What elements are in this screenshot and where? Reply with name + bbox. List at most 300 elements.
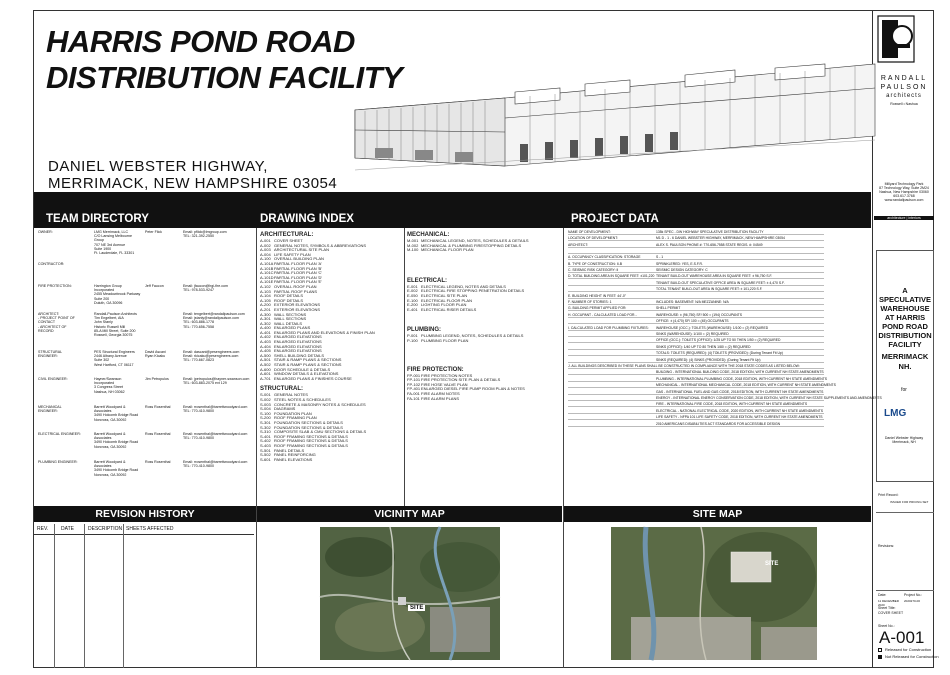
not-released-checkbox[interactable] — [878, 655, 882, 659]
project-data-value: 2010 AMERICANS DISABILITIES ACT STANDARDS FOR ACCESSIBLE DESIGN — [656, 421, 781, 426]
project-data-row — [568, 262, 824, 267]
title-block-project-line: POND ROAD — [882, 322, 928, 331]
project-data-value: S - 1 — [656, 255, 664, 260]
project-data-value: INCLUDES: BASEMENT: N/A MEZZANINE: N/A — [656, 300, 729, 304]
sheet-description-cell: FIRE PROTECTION SITE PLAN & DETAILS — [421, 377, 501, 383]
project-data-value: FIRE - INTERNATIONAL FIRE CODE, 2018 EDITION, WITH CURRENT NH STATE AMENDMENTS — [656, 402, 808, 407]
sheet-number: A-001 — [879, 628, 925, 647]
sheet-number-cell: S-004 — [260, 406, 271, 412]
sheet-number-cell: E-002 — [407, 288, 418, 294]
project-data-row — [568, 319, 824, 324]
title-block-project-name — [876, 286, 934, 349]
team-company: Barrett Woodyard & Associates 3490 Holcomb Bridge Road Norcross, GA 30092 — [94, 432, 139, 449]
drawing-index-item — [407, 248, 561, 253]
project-data-row — [568, 236, 824, 241]
sheet-no-label: Sheet No.: — [878, 624, 895, 628]
sheet-description-cell: ENLARGED PLANS — [274, 325, 311, 331]
column-divider — [256, 228, 257, 668]
structural-list — [260, 393, 400, 462]
date-value: 11 DECEMBER 2020 — [878, 599, 899, 607]
sheet-description-cell: PARTIAL FLOOR PLAN 'D' — [274, 274, 323, 280]
fire-protection-heading: FIRE PROTECTION: — [407, 366, 464, 373]
team-company: Hayner/Swanson Incorporated 3 Congress Street Nashua, NH 03062 — [94, 377, 125, 394]
project-data-label: I. CALCULATED LOAD FOR PLUMBING FIXTURES: — [568, 325, 649, 330]
sheet-number-cell: S-301 — [260, 419, 271, 425]
print-record-label: Print Record: — [878, 493, 899, 497]
vicinity-site-label: SITE — [410, 605, 424, 611]
sheet-number-cell: A-600 — [260, 366, 271, 372]
site-map-heading: SITE MAP — [564, 506, 871, 522]
drawing-index-heading: DRAWING INDEX — [260, 213, 354, 225]
project-data-row — [568, 255, 824, 260]
sheet-description-cell: CONCRETE & MASONRY NOTES & SCHEDULES — [274, 401, 366, 407]
revisions-label: Revisions: — [878, 544, 895, 548]
project-data-row — [568, 351, 824, 356]
title-block-project-line: DISTRIBUTION — [878, 331, 932, 340]
sheet-description-cell: FOUNDATION SECTIONS & DETAILS — [274, 424, 343, 430]
team-company: PES Structural Engineers 2446 Albany Avenue Suite 302 West Hartford, CT 06117 — [94, 350, 135, 367]
print-record-entry: ISSUED FOR PRICING SET — [890, 500, 929, 504]
sheet-description-cell: ENLARGED PLANS AND ELEVATIONS & FINISH PLAN — [274, 329, 375, 335]
revision-table-header — [34, 524, 254, 535]
project-data-value: MECHANICAL - INTERNATIONAL MECHANICAL CODE, 2018 EDITION, WITH CURRENT NH STATE AMENDMENTS — [656, 383, 836, 388]
project-data-value: SINKS (WAREHOUSE): 1/100 = (2) REQUIRED — [656, 332, 729, 336]
team-contact: Jim Petropulos — [145, 377, 169, 381]
project-data-row — [568, 306, 824, 311]
sheet-description-cell: ENLARGED ELEVATIONS — [274, 348, 322, 354]
fire-protection-list — [407, 374, 561, 402]
team-role: FIRE PROTECTION: — [38, 284, 72, 288]
project-data-row — [568, 338, 824, 343]
for-label: for — [901, 387, 907, 393]
team-contact: David Ascani Ryan Kicaku — [145, 350, 166, 359]
sheet-number-cell: S-310 — [260, 429, 271, 435]
team-phone-email: Email: rrosenthal@barrettwoodyard.com TEL: 770-410-9800 — [183, 405, 248, 414]
project-data-value: M1 D - 1 - 6 DANIEL WEBSTER HIGHWAY, MERRIMACK, NEW HAMPSHIRE 03054 — [656, 236, 785, 241]
sheet-number-cell: S-401 — [260, 433, 271, 439]
sheet-description-cell: PARTIAL FLOOR PLAN 'A' — [274, 260, 322, 266]
released-checkbox[interactable] — [878, 648, 882, 652]
address-line2: MERRIMACK, NEW HAMPSHIRE 03054 — [48, 175, 338, 192]
project-data-heading: PROJECT DATA — [571, 213, 659, 225]
drawing-index-item — [260, 377, 400, 382]
title-block-city: MERRIMACK — [881, 352, 929, 361]
project-data-value: TOTAL TENANT BUILD-OUT AREA IN SQUARE FEET: ± 101,220 S.F. — [656, 287, 763, 292]
sheet-number-cell: A-003 — [260, 247, 271, 253]
structural-heading: STRUCTURAL: — [260, 386, 303, 393]
project-address — [48, 158, 337, 192]
sheet-number-cell: FP-001 — [407, 372, 421, 378]
team-contact: Ross Rosenthal — [145, 460, 171, 464]
team-company: Barrett Woodyard & Associates 3490 Holcomb Bridge Road Norcross, GA 30092 — [94, 405, 139, 422]
sheet-number-cell: M-002 — [407, 242, 419, 248]
firm-address: Millyard Technology Park 87 Technology Way, Suite 2M24 Nashua, New Hampshire 03060 603.617.3768 www.randallpaulson.com — [879, 182, 929, 202]
client-logo — [884, 408, 928, 422]
sheet-description-cell: PARTIAL FLOOR PLAN 'B' — [274, 265, 322, 271]
architectural-list — [260, 239, 400, 381]
title-block-project-line: FACILITY — [888, 340, 922, 349]
sheet-number-cell: A-405 — [260, 348, 271, 354]
project-data-row — [568, 409, 824, 414]
sheet-description-cell: WALL SECTIONS — [274, 316, 307, 322]
project-data-row — [568, 243, 824, 248]
project-data-value: BUILDING - INTERNATIONAL BUILDING CODE, 2018 EDITION, WITH CURRENT NH STATE AMENDMENTS — [656, 370, 824, 375]
team-phone-email: Email: jpetropulos@hayner-swanson.com TEL: 603-883-2075 ext 129 — [183, 377, 250, 386]
sheet-description-cell: ENLARGED DIESEL FIRE PUMP ROOM PLAN & NOTES — [421, 386, 525, 392]
sheet-number-cell: A-302 — [260, 320, 271, 326]
sheet-description-cell: MECHANICAL FLOOR PLAN — [421, 247, 474, 253]
sheets-affected-col: SHEETS AFFECTED — [126, 526, 174, 532]
team-contact: Ross Rosenthal — [145, 405, 171, 409]
site-map-image — [611, 527, 817, 660]
address-line1: DANIEL WEBSTER HIGHWAY, — [48, 158, 268, 175]
sheet-number-cell: E-200 — [407, 302, 418, 308]
sheet-description-cell: PARTIAL FLOOR PLAN 'C' — [274, 270, 323, 276]
sheet-number-cell: M-100 — [407, 247, 419, 253]
project-data-value: OFFICE: ± (4,470) SF/ 100 = (45) OCCUPANTS — [656, 319, 729, 324]
project-data-row — [568, 358, 824, 363]
vicinity-map-heading: VICINITY MAP — [257, 506, 562, 522]
project-data-value: WAREHOUSE (OCC.): TOILETS (WAREHOUSE): 1/100 = (2) REQUIRED — [656, 325, 769, 330]
revision-table — [34, 524, 254, 668]
sheet-number-cell: A-300 — [260, 311, 271, 317]
mechanical-list — [407, 239, 561, 253]
section-header-band — [34, 192, 871, 228]
sheet-description-cell: ELECTRICAL FIRE STOPPING PENETRATION DETAILS — [421, 288, 525, 294]
not-released-label: Not Released for Construction — [885, 654, 939, 659]
sheet-description-cell: EXTERIOR ELEVATIONS — [274, 306, 321, 312]
firm-subtitle: Roswell • Nashua — [890, 102, 918, 106]
project-data-row — [568, 396, 882, 401]
sheet-number-cell: A-101D — [260, 274, 274, 280]
team-phone-email: Email: rrosenthal@barrettwoodyard.com TEL: 770-410-9800 — [183, 432, 248, 441]
plumbing-list — [407, 334, 561, 343]
sheet-description-cell: DOOR SCHEDULE & DETAILS — [274, 366, 331, 372]
sheet-description-cell: EXTERIOR ELEVATIONS — [274, 302, 321, 308]
sheet-description-cell: WALL DETAILS — [274, 320, 303, 326]
sheet-number-cell: S-302 — [260, 424, 271, 430]
project-data-row — [568, 370, 824, 375]
project-data-value: SHELL PERMIT — [656, 306, 681, 311]
sheet-description-cell: ENLARGED ELEVATIONS — [274, 343, 322, 349]
sheet-number-cell: A-004 — [260, 251, 271, 257]
sheet-number-cell: FP-102 — [407, 381, 421, 387]
team-role: PLUMBING ENGINEER: — [38, 460, 78, 464]
sheet-number-cell: A-201 — [260, 306, 271, 312]
project-data-value: TENANT BUILD-OUT SPECULATIVE OFFICE AREA IN SQUARE FEET: ± 4,470 S.F. — [656, 280, 785, 285]
sheet-description-cell: FIRE PROTECTION NOTES — [421, 372, 473, 378]
sheet-description-cell: FIRE ALARM NOTES — [421, 390, 460, 396]
sheet-number-cell: S-403 — [260, 442, 271, 448]
title-block-state: NH. — [898, 362, 912, 371]
sheet-description-cell: COMPOSITE SLAB & CMU SECTIONS & DETAILS — [274, 429, 367, 435]
team-contact: Peter Flick — [145, 230, 162, 234]
sheet-description-cell: PARTIAL ROOF PLANS — [274, 288, 318, 294]
sheet-description-cell: MECHANICAL & PLUMBING FIRESTOPPING DETAILS — [421, 242, 522, 248]
project-data-value: ALEX S. PAULSON PHONE #: 770-656-7558 STATE REGIS. #: 04549 — [656, 242, 763, 247]
project-data-row — [568, 313, 824, 318]
project-data-row — [568, 345, 824, 350]
drawing-index-item — [260, 458, 400, 463]
sheet-number-cell: A-104 — [260, 293, 271, 299]
sheet-number-cell: A-404 — [260, 343, 271, 349]
team-company: Barrett Woodyard & Associates 3490 Holcomb Bridge Road Norcross, GA 30092 — [94, 460, 139, 477]
project-data-row — [568, 249, 824, 254]
firm-name-3: architects — [886, 93, 922, 99]
project-data-row — [568, 364, 824, 369]
project-data-value: 135k SPEC - DW HIGHWAY SPECULATIVE DISTRIBUTION FACILITY — [656, 230, 764, 234]
sheet-number-cell: A-102 — [260, 283, 271, 289]
client-logo-text: LMG — [884, 408, 907, 419]
sheet-description-cell: OVERALL BUILDING PLAN — [274, 256, 324, 262]
project-data-row — [568, 332, 824, 337]
sheet-description-cell: FIRE ALARM PLANS — [421, 395, 460, 401]
divider — [876, 512, 934, 513]
sheet-description-cell: LIGHTING FLOOR PLAN — [421, 302, 467, 308]
sheet-number-cell: A-601 — [260, 371, 271, 377]
sheet-description-cell: PANEL ELEVATIONS — [274, 456, 313, 462]
sheet-number-cell: A-502 — [260, 362, 271, 368]
project-data-value: WAREHOUSE: ± (96,750) SF/ 500 = (194) OCCUPANTS — [656, 312, 742, 317]
sheet-description-cell: MECHANICAL LEGEND, NOTES, SCHEDULES & DETAILS — [421, 238, 529, 243]
drawing-index-item — [407, 308, 561, 313]
sheet-description-cell: ELECTRICAL RISER DETAILS — [421, 306, 477, 312]
sheet-number-cell: S-200 — [260, 415, 271, 421]
vicinity-map-image — [320, 527, 500, 660]
project-data-row — [568, 402, 824, 407]
sheet-description-cell: PARTIAL FLOOR PLAN 'E' — [274, 279, 322, 285]
team-phone-email: Email: dascani@pesengineers.com Email: rkicaku@pesengineers.com TEL: 770-667-0823 — [183, 350, 240, 363]
sheet-number-cell: P-001 — [407, 333, 418, 339]
project-data-label: J. ALL BUILDINGS DESCRIBED IN THESE PLANS SHALL BE CONSTRUCTED IN COMPLIANCE WITH THE 2018 STATE CODES AS LISTED BELOW: — [568, 364, 800, 368]
released-label: Released for Construction — [885, 647, 932, 652]
plumbing-heading: PLUMBING: — [407, 327, 441, 334]
project-data-row — [568, 390, 824, 395]
project-data-value: SINKS (OFFICE): 1/40 UP TO 80 THEN 1/80 = (2) REQUIRED — [656, 344, 751, 349]
sheet-description-cell: ENLARGED ELEVATIONS — [274, 339, 322, 345]
sheet-description-cell: FOUNDATION SECTIONS & DETAILS — [274, 419, 343, 425]
project-data-value: GAS - INTERNATIONAL FUEL AND GAS CODE, 2018 EDITION, WITH CURRENT NH STATE AMENDMENTS — [656, 389, 824, 394]
date-label: Date: — [878, 593, 887, 597]
sheet-number-cell: FA-101 — [407, 395, 420, 401]
sheet-number-cell: A-101E — [260, 279, 274, 285]
team-phone-email: Email: tengelbert@randallpaulson.com Email: jstanly@randallpaulson.com TEL: 603-886-1778 TEL: 770-656-7558 — [183, 312, 245, 329]
sheet-description-cell: FOUNDATION PLAN — [274, 410, 312, 416]
sheet-number-cell: E-050 — [407, 292, 418, 298]
project-data-value: ELECTRICAL - NATIONAL ELECTRICAL CODE, 2020 EDITION, WITH CURRENT NH STATE AMENDMENTS — [656, 408, 824, 413]
sheet-number-cell: FP-401 — [407, 386, 421, 392]
title-block-project-line: AT HARRIS — [884, 313, 926, 322]
project-data-label: NAME OF DEVELOPMENT: — [568, 230, 611, 234]
electrical-heading: ELECTRICAL: — [407, 277, 447, 284]
mechanical-heading: MECHANICAL: — [407, 232, 450, 238]
sheet-description-cell: LIFE SAFETY PLAN — [274, 251, 311, 257]
sheet-description-cell: PLUMBING FLOOR PLAN — [421, 337, 469, 343]
sheet-number-cell: E-100 — [407, 297, 418, 303]
sheet-number-cell: E-001 — [407, 283, 418, 289]
project-data-value: PLUMBING - INTERNATIONAL PLUMBING CODE, 2018 EDITION, WITH CURRENT NH STATE AMENDMENTS — [656, 376, 828, 381]
project-data-label: C. SEISMIC RISK CATEGORY: II — [568, 268, 619, 272]
sheet-number-cell: A-200 — [260, 302, 271, 308]
sheet-number-cell: A-500 — [260, 352, 271, 358]
sheet-number-cell: A-301 — [260, 316, 271, 322]
sheet-description-cell: STEEL NOTES & SCHEDULES — [274, 397, 331, 402]
sheet-number-cell: S-100 — [260, 410, 271, 416]
sheet-number-cell: A-701 — [260, 375, 271, 381]
project-data-label: B. TYPE OF CONSTRUCTION: II-B — [568, 261, 623, 266]
sheet-description-cell: ELECTRICAL LEGEND, NOTES AND DETAILS — [421, 283, 506, 289]
team-phone-email: Email: pflick@lmgroup.com TEL: 321-392-2550 — [183, 230, 227, 239]
project-data-value: TOTALS: TOILETS (REQUIRED): (4) TOILETS (PROVIDED): (During Tenant Fit Up) — [656, 351, 783, 356]
title-block-project-line: A — [902, 286, 908, 295]
sheet-description-cell: PANEL DETAILS — [274, 447, 305, 453]
project-no-value: 2020270-00 — [904, 599, 921, 603]
sheet-description-cell: ENLARGED ELEVATIONS — [274, 334, 322, 340]
sheet-description-cell: STAIR & RAMP PLANS & SECTIONS — [274, 357, 342, 363]
firm-name-2: PAULSON — [880, 84, 928, 91]
sheet-description-cell: ELECTRICAL FLOOR PLAN — [421, 297, 472, 303]
sheet-number-cell: FP-101 — [407, 377, 421, 383]
team-phone-email: Email: jfaucon@hgi-fire.com TEL: 978-533-9247 — [183, 284, 228, 293]
project-data-label: H. OCCUPANT - CALCULATED LOAD FOR... — [568, 312, 638, 317]
title-block-project-line: SPECULATIVE — [879, 295, 931, 304]
firm-tagline: architecture | interiors — [874, 216, 934, 220]
project-data-row — [568, 287, 824, 292]
sheet-number-cell: A-103 — [260, 288, 271, 294]
firm-name-1: RANDALL — [880, 75, 928, 82]
project-data-value: SPRINKLERED: YES, E.S.F.R. — [656, 261, 703, 266]
date-col: DATE — [61, 526, 74, 532]
project-data-row — [568, 300, 824, 305]
sheet-number-cell: P-100 — [407, 337, 418, 343]
sheet-number-cell: A-101A — [260, 260, 274, 266]
sheet-title: COVER SHEET — [878, 611, 904, 615]
sheet-number-cell: S-402 — [260, 438, 271, 444]
sheet-description-cell: ELECTRICAL SITE PLAN — [421, 292, 468, 298]
sheet-number-cell: S-003 — [260, 401, 271, 407]
revision-history-heading: REVISION HISTORY — [34, 506, 256, 522]
column-divider — [563, 228, 564, 668]
sheet-description-cell: GENERAL NOTES — [274, 392, 308, 398]
project-title-line2: DISTRIBUTION FACILITY — [46, 60, 403, 95]
project-data-row — [568, 383, 836, 388]
team-role: OWNER: — [38, 230, 53, 234]
sheet-description-cell: ARCHITECTURAL SITE PLAN — [274, 247, 329, 253]
randall-paulson-logo — [876, 14, 916, 64]
sheet-number-cell: A-105 — [260, 297, 271, 303]
project-data-value: SEISMIC DESIGN CATEGORY: C — [656, 268, 708, 272]
sheet-number-cell: A-400 — [260, 325, 271, 331]
building-rendering — [355, 58, 875, 188]
rev-col-line — [123, 524, 124, 668]
team-directory-heading: TEAM DIRECTORY — [46, 213, 149, 225]
project-data-value: TENANT BUILD-OUT WAREHOUSE AREA IN SQUARE FEET: ± 96,750 S.F. — [656, 274, 773, 279]
sheet-description-cell: ROOF DETAILS — [274, 297, 304, 303]
project-data-label: G. BUILDING PERMIT APPLIED FOR: — [568, 306, 627, 311]
team-role: CONTRACTOR: — [38, 262, 65, 266]
sheet-description-cell: OVERALL ROOF PLAN — [274, 283, 317, 289]
project-data-label: LOCATION OF DEVELOPMENT: — [568, 236, 618, 241]
divider — [876, 590, 934, 591]
sheet-description-cell: ROOF DETAILS — [274, 293, 304, 299]
client-address: Daniel Webster Highway Merrimack, NH — [884, 436, 924, 444]
sheet-description-cell: STAIR & RAMP PLANS & SECTIONS — [274, 362, 342, 368]
site-aerial — [611, 527, 817, 660]
drawing-index-left — [260, 229, 400, 462]
sheet-number-cell: S-601 — [260, 456, 271, 462]
sheet-number-cell: A-101C — [260, 270, 274, 276]
sheet-number-cell: A-002 — [260, 242, 271, 248]
sheet-number-cell: S-002 — [260, 397, 271, 402]
drawing-index-right — [407, 229, 561, 401]
project-data-value: SINKS (REQUIRED): (4) SINKS (PROVIDED): (During Tenant Fit Up) — [656, 357, 761, 362]
sheet-description-cell: PLUMBING LEGEND, NOTES, SCHEDULES & DETAILS — [421, 333, 524, 339]
drawing-index-item — [407, 397, 561, 402]
site-map-site-label: SITE — [765, 561, 779, 567]
project-data-row — [568, 294, 824, 299]
sheet-number-cell: M-001 — [407, 238, 419, 243]
sheet-number-cell: A-001 — [260, 238, 271, 243]
sheet-description-cell: ENLARGED PLANS & FINISHES COURSE — [274, 375, 352, 381]
sheet-number-cell: A-402 — [260, 334, 271, 340]
project-data-label: F. NUMBER OF STORIES: 1 — [568, 300, 612, 304]
sheet-number-cell: A-403 — [260, 339, 271, 345]
sheet-number-cell: A-501 — [260, 357, 271, 363]
team-role: ELECTRICAL ENGINEER: — [38, 432, 81, 436]
sheet-number-cell: A-101B — [260, 265, 274, 271]
sheet-number-cell: S-001 — [260, 392, 271, 398]
rev-col: REV. — [37, 526, 49, 532]
team-role: CIVIL ENGINEER: — [38, 377, 68, 381]
sheet-description-cell: FIRE HOSE VALVE PLAN — [421, 381, 468, 387]
sheet-title-label: Sheet Title: — [878, 606, 896, 610]
sheet-description-cell: ROOF FRAMING SECTIONS & DETAILS — [274, 442, 348, 448]
team-company: LMG Merrimack, LLC C/O Lansing Melbourne Group 707 NE 3rd Avenue Suite 1900 Ft. Lauderdale, FL 33301 — [94, 230, 135, 256]
project-data-row — [568, 415, 824, 420]
sheet-number-cell: A-401 — [260, 329, 271, 335]
architectural-heading: ARCHITECTURAL: — [260, 232, 314, 238]
team-role: MECHANICAL ENGINEER: — [38, 405, 62, 414]
column-divider — [404, 228, 405, 506]
sheet-description-cell: DIAGRAMS — [274, 406, 296, 412]
project-title — [46, 24, 402, 96]
description-col: DESCRIPTION — [88, 526, 123, 532]
project-data-row — [568, 422, 824, 427]
team-role: ARCHITECT: - PROJECT POINT OF CONTACT - ARCHITECT OF RECORD — [38, 312, 75, 333]
team-company: Randall-Paulson Architects Tim Engelbert, AIA John Stanly Historic Russell Mill 85-A Mill Street, Suite 200 Roswell, Georgia 30075 — [94, 312, 137, 338]
project-data-label: A. OCCUPANCY CLASSIFICATION: STORAGE — [568, 255, 641, 260]
rev-col-line — [84, 524, 85, 668]
sheet-description-cell: GENERAL NOTES, SYMBOLS & ABBREVIATIONS — [274, 242, 367, 248]
drawing-index-item — [407, 339, 561, 344]
project-data-row — [568, 326, 824, 331]
rev-col-line — [54, 524, 55, 668]
project-data-label: D. TOTAL BUILDING AREA IN SQUARE FEET: ±101,220 — [568, 274, 655, 279]
project-data-label: ARCHITECT: — [568, 242, 588, 247]
sheet-description-cell: COVER SHEET — [274, 238, 303, 243]
project-data-row — [568, 274, 824, 279]
project-data-row — [568, 376, 828, 382]
vicinity-aerial — [320, 527, 500, 660]
project-data-value: LIFE SAFETY - NFPA 101 LIFE SAFETY CODE, 2018 EDITION, WITH CURRENT NH STATE AMENDMENTS — [656, 415, 823, 420]
sheet-number-cell: FA-001 — [407, 390, 420, 396]
project-data-row — [568, 230, 824, 235]
team-phone-email: Email: rrosenthal@barrettwoodyard.com TEL: 770-410-9800 — [183, 460, 248, 469]
project-title-line1: HARRIS POND ROAD — [46, 24, 355, 59]
sheet-number-cell: S-502 — [260, 452, 271, 458]
sheet-number-cell: A-100 — [260, 256, 271, 262]
project-data-value: OFFICE (OCC.): TOILETS (OFFICE): 1/25 UP TO 50 THEN 1/50 = (2) REQUIRED — [656, 338, 781, 343]
